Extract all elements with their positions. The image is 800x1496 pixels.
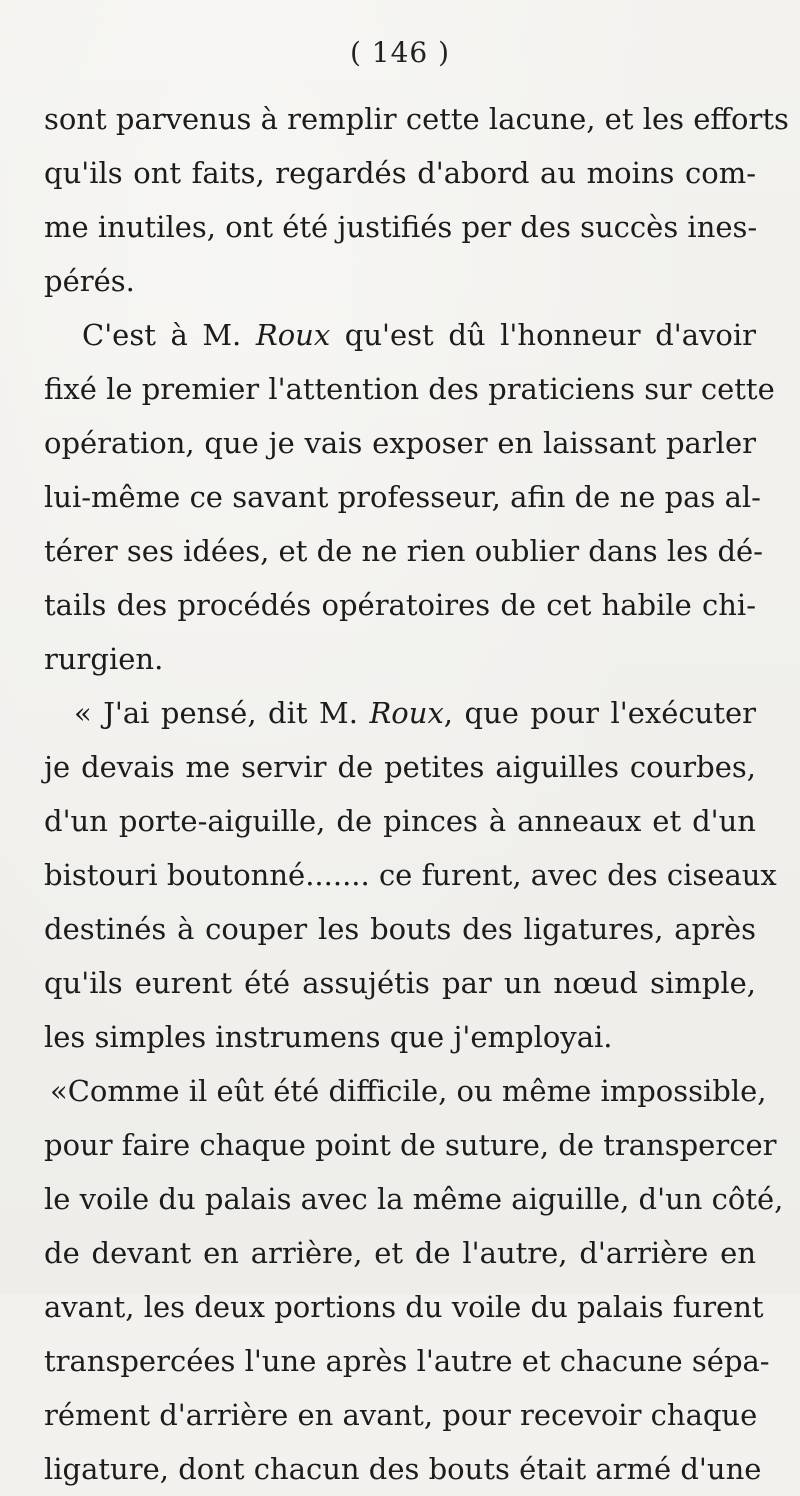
text-line: qu'ils ont faits, regardés d'abord au moins com-: [44, 156, 756, 190]
text-segment: , que pour l'exécuter: [443, 696, 756, 730]
text-line: avant, les deux portions du voile du palais furent: [44, 1290, 764, 1324]
text-line: pérés.: [44, 264, 135, 298]
text-line: transpercées l'une après l'autre et chacune sépa-: [44, 1344, 770, 1378]
body-text: [44, 92, 789, 1496]
text-line: qu'ils eurent été assujétis par un nœud simple,: [44, 966, 756, 1000]
author-name-italic: Roux: [369, 696, 444, 730]
text-line: tails des procédés opératoires de cet habile chi-: [44, 588, 756, 622]
text-line: opération, que je vais exposer en laissant parler: [44, 426, 756, 460]
text-line: je devais me servir de petites aiguilles courbes,: [44, 750, 756, 784]
text-line: destinés à couper les bouts des ligatures, après: [44, 912, 756, 946]
text-line: le voile du palais avec la même aiguille, d'un côté,: [44, 1182, 784, 1216]
text-line: rurgien.: [44, 642, 164, 676]
text-line: lui-même ce savant professeur, afin de ne pas al-: [44, 480, 761, 514]
text-line: bistouri boutonné....... ce furent, avec des ciseaux: [44, 858, 777, 892]
text-line: de devant en arrière, et de l'autre, d'arrière en: [44, 1236, 756, 1270]
text-line: fixé le premier l'attention des praticiens sur cette: [44, 372, 775, 406]
text-line: [44, 308, 756, 362]
text-line: [44, 686, 756, 740]
text-line: «Comme il eût été difficile, ou même impossible,: [50, 1074, 767, 1108]
text-line: térer ses idées, et de ne rien oublier dans les dé-: [44, 534, 763, 568]
text-segment: C'est à M.: [82, 318, 256, 352]
text-line: sont parvenus à remplir cette lacune, et les efforts: [44, 102, 789, 136]
text-segment: « J'ai pensé, dit M.: [74, 696, 370, 730]
text-segment: qu'est dû l'honneur d'avoir: [330, 318, 757, 352]
text-line: pour faire chaque point de suture, de transpercer: [44, 1128, 777, 1162]
text-line: ligature, dont chacun des bouts était armé d'une: [44, 1452, 762, 1486]
text-line: me inutiles, ont été justifiés per des succès ines-: [44, 210, 758, 244]
author-name-italic: Roux: [255, 318, 331, 352]
page-number: ( 146 ): [349, 36, 451, 69]
text-line: d'un porte-aiguille, de pinces à anneaux et d'un: [44, 804, 756, 838]
text-line: les simples instrumens que j'employai.: [44, 1020, 613, 1054]
text-line: rément d'arrière en avant, pour recevoir chaque: [44, 1398, 758, 1432]
